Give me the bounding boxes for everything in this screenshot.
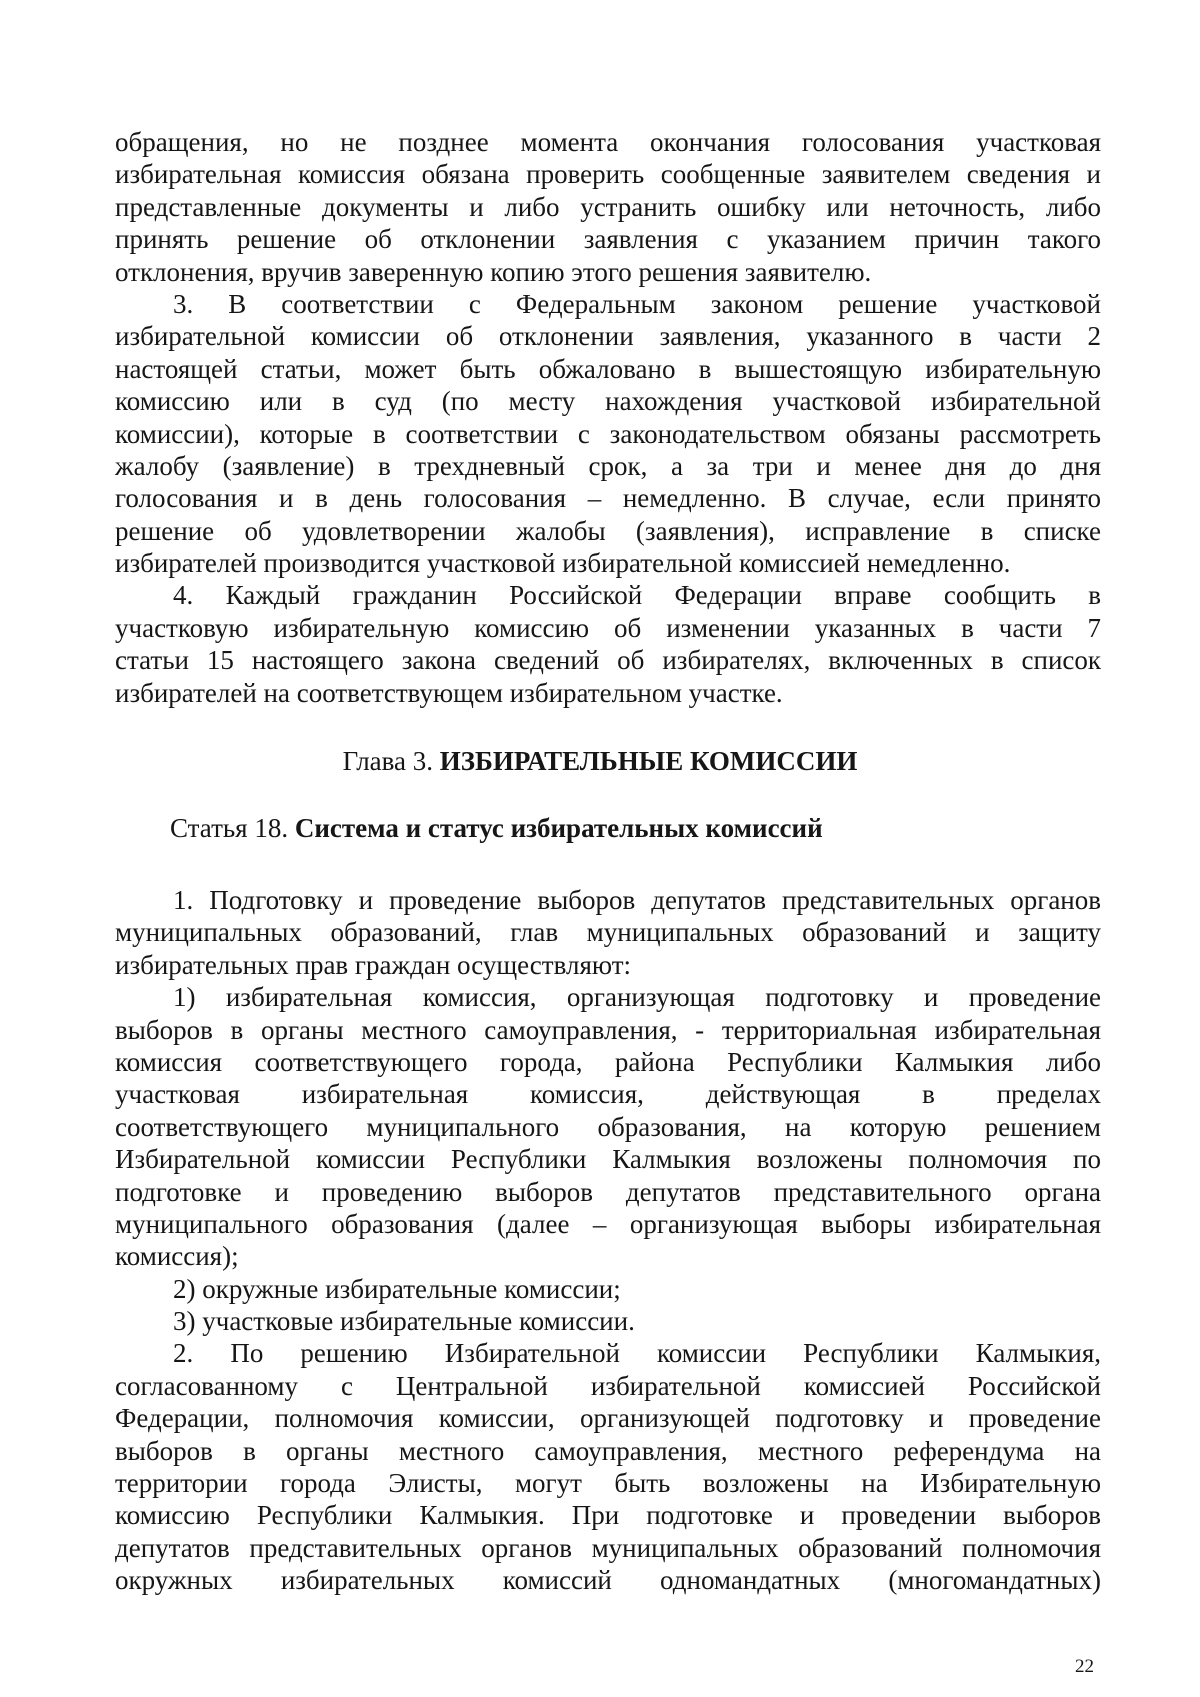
text-line: решение об удовлетворении жалобы (заявления), исправление в списке	[115, 515, 1101, 546]
text-line: избирательной комиссии об отклонении заявления, указанного в части 2	[115, 321, 1101, 352]
text-line: комиссию Республики Калмыкия. При подготовке и проведении выборов	[115, 1500, 1101, 1531]
text-line: жалобу (заявление) в трехдневный срок, а за три и менее дня до дня	[115, 450, 1101, 481]
text-line: комиссии), которые в соответствии с законодательством обязаны рассмотреть	[115, 418, 1101, 449]
article-title: Система и статус избирательных комиссий	[294, 813, 823, 843]
chapter-heading	[0, 745, 1200, 777]
text-line: окружных избирательных комиссий одномандатных (многомандатных)	[115, 1565, 1101, 1596]
text-line: территории города Элисты, могут быть возложены на Избирательную	[115, 1468, 1101, 1499]
text-line: 1. Подготовку и проведение выборов депутатов представительных органов	[173, 885, 1101, 915]
text-line: избирателей на соответствующем избирательном участке.	[115, 677, 783, 708]
article-prefix: Статья 18.	[170, 813, 289, 843]
text-line: 1) избирательная комиссия, организующая подготовку и проведение	[173, 982, 1101, 1013]
chapter-title: ИЗБИРАТЕЛЬНЫЕ КОМИССИИ	[439, 746, 858, 776]
text-line: согласованному с Центральной избирательной комиссией Российской	[115, 1370, 1101, 1401]
text-line: комиссию или в суд (по месту нахождения участковой избирательной	[115, 386, 1101, 417]
text-line: участковая избирательная комиссия, действующая в пределах	[115, 1079, 1101, 1110]
text-line: муниципального образования (далее – организующая выборы избирательная	[115, 1208, 1101, 1239]
text-line: голосования и в день голосования – немедленно. В случае, если принято	[115, 483, 1101, 514]
text-block-top	[115, 126, 1101, 709]
text-line: настоящей статьи, может быть обжаловано в вышестоящую избирательную	[115, 353, 1101, 384]
text-line: муниципальных образований, глав муниципальных образований и защиту	[115, 917, 1101, 948]
text-line: избирательная комиссия обязана проверить сообщенные заявителем сведения и	[115, 159, 1101, 190]
text-line: комиссия соответствующего города, района Республики Калмыкия либо	[115, 1046, 1101, 1077]
text-line: Избирательной комиссии Республики Калмыкия возложены полномочия по	[115, 1144, 1101, 1175]
text-line: избирателей производится участковой избирательной комиссией немедленно.	[115, 548, 1011, 579]
text-line: представленные документы и либо устранить ошибку или неточность, либо	[115, 191, 1101, 222]
text-line: выборов в органы местного самоуправления, местного референдума на	[115, 1435, 1101, 1466]
text-line: отклонения, вручив заверенную копию этого решения заявителю.	[115, 256, 872, 287]
text-block-article-18	[115, 884, 1101, 1597]
text-line: комиссия);	[115, 1241, 239, 1272]
text-line: участковую избирательную комиссию об изменении указанных в части 7	[115, 612, 1101, 643]
article-heading	[170, 812, 823, 844]
text-line: Федерации, полномочия комиссии, организующей подготовку и проведение	[115, 1403, 1101, 1434]
text-line: 3) участковые избирательные комиссии.	[173, 1306, 635, 1337]
page-number: 22	[1075, 1656, 1094, 1677]
text-line: избирательных прав граждан осуществляют:	[115, 949, 631, 980]
text-line: выборов в органы местного самоуправления, - территориальная избирательная	[115, 1014, 1101, 1045]
text-line: депутатов представительных органов муниципальных образований полномочия	[115, 1532, 1101, 1563]
chapter-prefix: Глава 3.	[342, 746, 434, 776]
text-line: подготовке и проведению выборов депутатов представительного органа	[115, 1176, 1101, 1207]
text-line: статьи 15 настоящего закона сведений об избирателях, включенных в список	[115, 645, 1101, 676]
text-line: обращения, но не позднее момента окончания голосования участковая	[115, 127, 1101, 157]
text-line: 4. Каждый гражданин Российской Федерации вправе сообщить в	[173, 580, 1101, 611]
text-line: 2. По решению Избирательной комиссии Республики Калмыкия,	[173, 1338, 1101, 1369]
text-line: 2) окружные избирательные комиссии;	[173, 1273, 621, 1304]
text-line: соответствующего муниципального образования, на которую решением	[115, 1111, 1101, 1142]
text-line: 3. В соответствии с Федеральным законом решение участковой	[173, 288, 1101, 319]
text-line: принять решение об отклонении заявления с указанием причин такого	[115, 224, 1101, 255]
